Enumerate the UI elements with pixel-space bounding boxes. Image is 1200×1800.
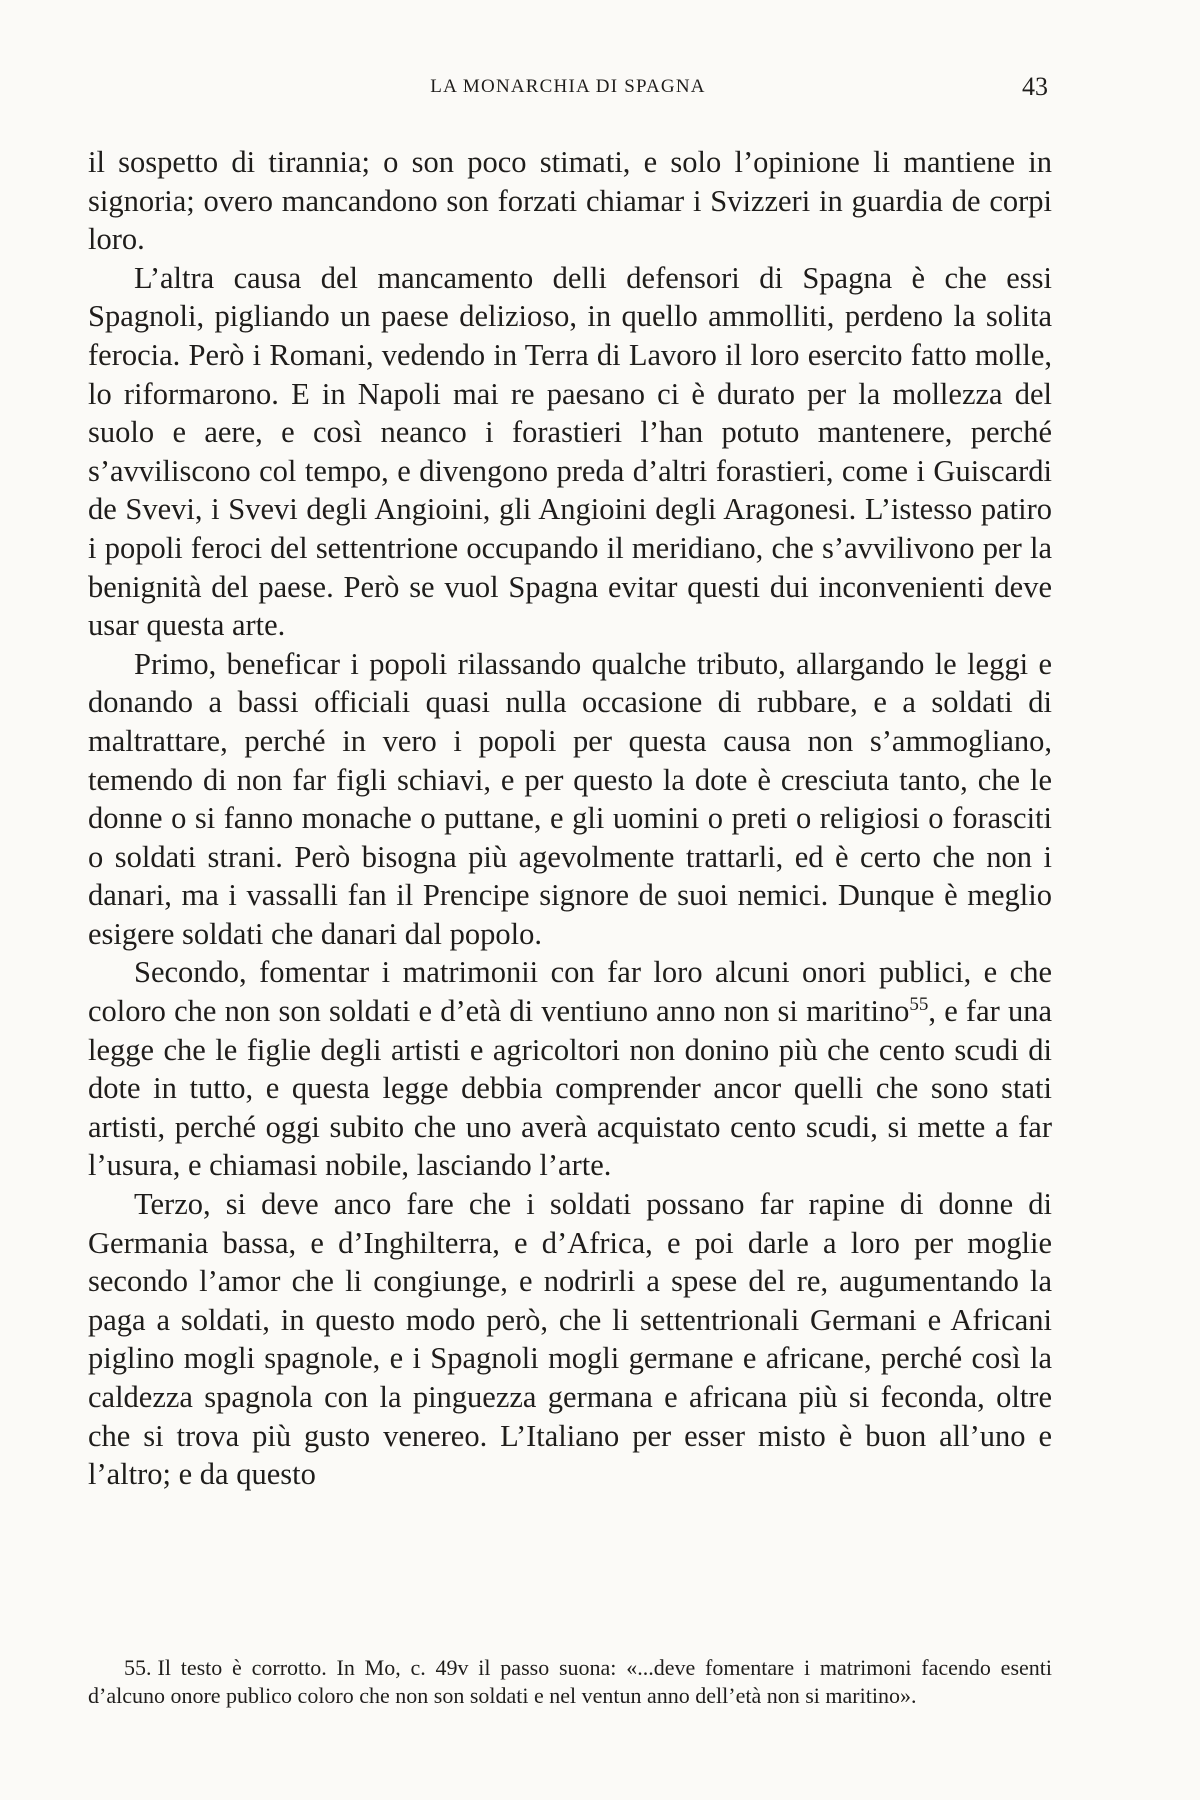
footnote-text: Il testo è corrotto. In Mo, c. 49v il passo suona: «...deve fomentare i matrimoni facendo esenti d’alcuno onore publico coloro che non son soldati e nel ventun anno dell’età non si maritino». (88, 1655, 1052, 1708)
paragraph: Primo, beneficar i popoli rilassando qualche tributo, allargando le leggi e donando a bassi officiali quasi nulla occasione di rubbare, e a soldati di maltrattare, perché in vero i popoli per questa causa non s’ammogliano, temendo di non far figli schiavi, e per questo la dote è cresciuta tanto, che le donne o si fanno monache o puttane, e gli uomini o preti o religiosi o forasciti o soldati strani. Però bisogna più agevolmente trattarli, ed è certo che non i danari, ma i vassalli fan il Prencipe signore de suoi nemici. Dunque è meglio esigere soldati che danari dal popolo. (88, 646, 1052, 951)
paragraph: L’altra causa del mancamento delli defensori di Spagna è che essi Spagnoli, pigliando un paese delizioso, in quello ammolliti, perdeno la solita ferocia. Però i Romani, vedendo in Terra di Lavoro il loro esercito fatto molle, lo riformarono. E in Napoli mai re paesano ci è durato per la mollezza del suolo e aere, e così neanco i forastieri l’han potuto mantenere, perché s’avviliscono col tempo, e divengono preda d’altri forastieri, come i Guiscardi de Svevi, i Svevi degli Angioini, gli Angioini degli Aragonesi. L’istesso patiro i popoli feroci del settentrione occupando il meridiano, che s’avvilivono per la benignità del paese. Però se vuol Spagna evitar questi dui inconvenienti deve usar questa arte. (88, 260, 1052, 643)
footnote-number: 55. (124, 1655, 152, 1680)
paragraph-text: Secondo, fomentar i matrimonii con far loro alcuni onori publici, e che coloro che non son soldati e d’età di ventiuno anno non si maritino (88, 955, 1052, 1029)
footnote-paragraph (88, 1654, 1052, 1709)
main-text (88, 143, 1052, 1494)
running-head (88, 72, 1048, 112)
footnote-reference[interactable]: 55 (909, 993, 929, 1015)
page-number: 43 (1022, 72, 1048, 101)
paragraph-text: , e far una legge che le figlie degli artisti e agricoltori non donino più che cento scudi di dote in tutto, e questa legge debbia comprender ancor quelli che sono stati artisti, perché oggi subito che uno averà acquistato cento scudi, si mette a far l’usura, e chiamasi nobile, lasciando l’arte. (88, 994, 1052, 1183)
paragraph (88, 953, 1052, 1185)
footnote (88, 1654, 1052, 1709)
paragraph: il sospetto di tirannia; o son poco stimati, e solo l’opinione li mantiene in signoria; overo mancandono son forzati chiamar i Svizzeri in guardia de corpi loro. (88, 145, 1052, 257)
running-title: LA MONARCHIA DI SPAGNA (430, 76, 706, 97)
paragraph: Terzo, si deve anco fare che i soldati possano far rapine di donne di Germania bassa, e d’Inghilterra, e d’Africa, e poi darle a loro per moglie secondo l’amor che li congiunge, e nodrirli a spese del re, augumentando la paga a soldati, in questo modo però, che li settentrionali Germani e Africani piglino mogli spagnole, e i Spagnoli mogli germane e africane, perché così la caldezza spagnola con la pinguezza germana e africana più si feconda, oltre che si trova più gusto venereo. L’Italiano per esser misto è buon all’uno e l’altro; e da questo (88, 1187, 1052, 1492)
